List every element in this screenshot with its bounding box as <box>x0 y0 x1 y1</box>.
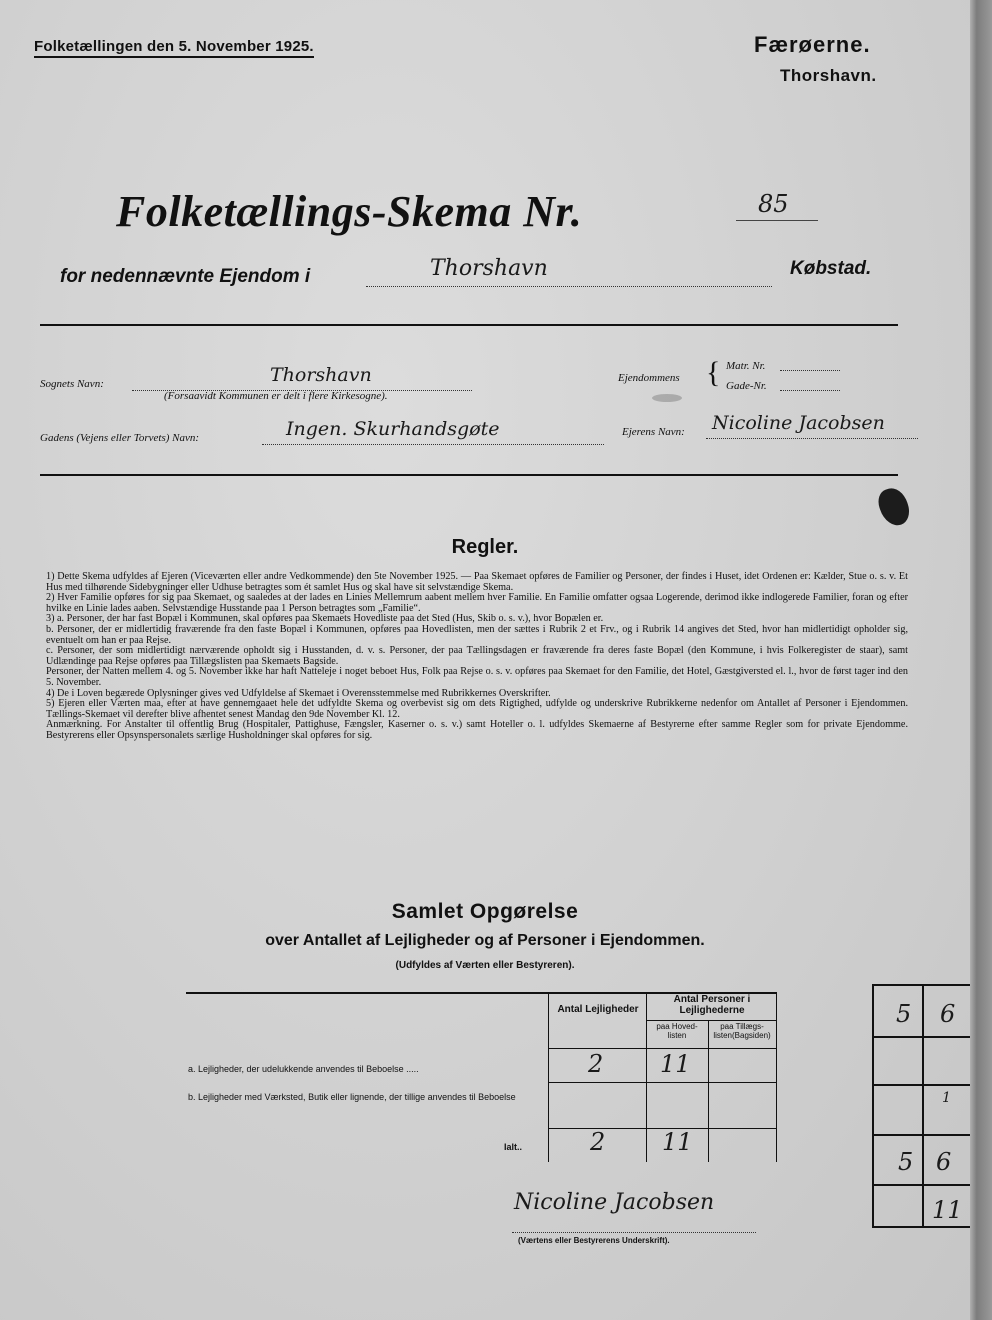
subtitle-handwritten: Thorshavn <box>430 256 548 281</box>
table-vline-1 <box>548 992 549 1162</box>
col-antal-personer: Antal Personer i Lejlighederne <box>673 994 751 1016</box>
tally-hline-2 <box>874 1084 972 1086</box>
summary-title: Samlet Opgørelse <box>391 900 579 923</box>
row-ialt-label: Ialt.. <box>504 1142 523 1152</box>
tally-vline <box>922 986 924 1226</box>
col-antal-lejligheder: Antal Lejligheder <box>557 1004 639 1015</box>
ialt-hovedlisten: 11 <box>662 1128 693 1156</box>
tally-hline-1 <box>874 1036 972 1038</box>
summary-subtitle: over Antallet af Lejligheder og af Personer i Ejendommen. <box>265 932 705 949</box>
ink-smudge <box>652 394 682 402</box>
matr-line <box>780 370 840 371</box>
row-a-lejligheder: 2 <box>588 1050 604 1078</box>
table-vline-2 <box>646 992 647 1162</box>
sognets-label: Sognets Navn: <box>40 378 104 390</box>
ejerens-value: Nicoline Jacobsen <box>712 412 885 434</box>
rule-3b: b. Personer, der er midlertidig fraværende fra den faste Bopæl i Kommunen, opføres paa Hovedlisten, men der sættes i Rubrik 2 et Frv., og i Rubrik 14 angives det Sted, hvor han midlertidigt opholder sig, eventuelt om han er paa Rejse. <box>46 623 908 646</box>
tally-r4-c1: 5 <box>898 1148 914 1176</box>
rules-text <box>46 572 908 742</box>
form-number-line <box>736 220 818 221</box>
gadens-line <box>262 444 604 445</box>
tally-r1-c1: 5 <box>896 1000 912 1028</box>
signature-value: Nicoline Jacobsen <box>514 1190 715 1215</box>
page-edge <box>970 0 992 1320</box>
rules-title: Regler. <box>451 536 519 558</box>
rule-4: 4) De i Loven begærede Oplysninger gives ved Udfyldelse af Skemaet i Overensstemmelse med Rubrikkernes Overskrifter. <box>46 687 551 699</box>
form-title: Folketællings-Skema Nr. <box>116 187 583 236</box>
town-header: Thorshavn. <box>780 66 877 85</box>
gade-line <box>780 390 840 391</box>
ejendommens-brace: { <box>706 356 721 389</box>
row-a-hovedlisten: 11 <box>660 1050 691 1078</box>
ejerens-label: Ejerens Navn: <box>622 426 685 438</box>
table-hline-head <box>548 1048 776 1049</box>
rule-2: 2) Hver Familie opføres for sig paa Skemaet, og saaledes at der lades en Linies Mellemrum aabent mellem hver Familie. En Familie omfatter ogsaa Logerende, derimod ikke indlogerede Familier, foran og efter hvilke en Linie lades aaben. Selvstændige Husstande paa 1 Person betragtes som „Familie“. <box>46 592 908 614</box>
summary-table <box>186 992 776 1162</box>
form-number-handwritten: 85 <box>758 190 789 218</box>
census-date-header: Folketællingen den 5. November 1925. <box>34 38 314 58</box>
rule-5: 5) Ejeren eller Værten maa, efter at have gennemgaaet hele det udfyldte Skema og overbevist sig om dets Rigtighed, udfylde og underskrive Rubrikkerne nedenfor om Antallet af Personer i Ejendommen. Tællings-Skemaet vil derefter blive afhentet senest Mandag den 9de November Kl. 12. <box>46 698 908 720</box>
tally-r5-c2: 11 <box>932 1196 963 1224</box>
table-vline-3 <box>708 1020 709 1162</box>
tally-r4-c2: 6 <box>936 1148 952 1176</box>
col-hovedlisten: paa Hoved-listen <box>656 1022 698 1040</box>
tally-r1-c2: 6 <box>940 1000 956 1028</box>
kobstad-label: Købstad. <box>790 258 872 279</box>
region-header: Færøerne. <box>754 32 871 57</box>
rule-3a: 3) a. Personer, der har fast Bopæl i Kommunen, skal opføres paa Skemaets Hovedliste paa det Sted (Hus, Skib o. s. v.), hvor Bopælen er. <box>46 613 604 625</box>
signature-line <box>512 1232 756 1233</box>
matr-label: Matr. Nr. <box>726 360 766 372</box>
divider-top <box>40 324 898 326</box>
rule-note: Anmærkning. For Anstalter til offentlig Brug (Hospitaler, Pattighuse, Fængsler, Kaserner o. s. v.) samt Hoteller o. l. udfyldes Skemaerne af Bestyrerne efter samme Regler som for private Ejendomme. Bestyrerens eller Opsynspersonalets særlige Husholdninger skal opføres for sig. <box>46 719 908 741</box>
ink-blot <box>875 485 913 530</box>
form-subtitle: for nedennævnte Ejendom i <box>60 266 311 287</box>
table-vline-4 <box>776 992 777 1162</box>
signature-label: (Værtens eller Bestyrerens Underskrift). <box>518 1236 670 1245</box>
divider-fields <box>40 474 898 476</box>
gade-label: Gade-Nr. <box>726 380 767 392</box>
tally-hline-4 <box>874 1184 972 1186</box>
tally-r3-c2: 1 <box>942 1090 951 1106</box>
tally-hline-3 <box>874 1134 972 1136</box>
side-tally-grid <box>872 984 970 1228</box>
rule-3c: c. Personer, der som midlertidigt nærværende opholdt sig i Husstanden, d. v. s. Personer, der paa Tællingsdagen er fraværende fra deres faste Bopæl (den Kommune, i hvis Folkeregister de staar), samt Udlændinge paa Rejse opføres paa Tillægslisten paa Skemaets Bagside. <box>46 645 908 667</box>
ejendommens-label: Ejendommens <box>618 372 680 384</box>
table-hline-row-a <box>548 1082 776 1083</box>
col-tillaegslisten: paa Tillægs-listen(Bagsiden) <box>713 1022 771 1040</box>
row-a-label: a. Lejligheder, der udelukkende anvendes til Beboelse ..... <box>188 1064 419 1074</box>
gadens-value: Ingen. Skurhandsgøte <box>286 418 500 440</box>
summary-note: (Udfyldes af Værten eller Bestyreren). <box>395 960 575 971</box>
rule-3-night: Personer, der Natten mellem 4. og 5. November ikke har haft Natteleje i noget beboet Hus, Folk paa Rejse o. s. v. opføres paa Skemaet for den Familie, det Hotel, Gæstgiversted el. l., hvor de først tager ind den 5. November. <box>46 666 908 688</box>
ejerens-line <box>706 438 918 439</box>
table-hline-sub <box>646 1020 776 1021</box>
row-b-label: b. Lejligheder med Værksted, Butik eller lignende, der tillige anvendes til Beboelse <box>188 1092 516 1102</box>
sognets-note: (Forsaavidt Kommunen er delt i flere Kirkesogne). <box>164 390 388 402</box>
sognets-value: Thorshavn <box>270 364 372 386</box>
subtitle-fill-line <box>366 286 772 287</box>
ialt-lejligheder: 2 <box>590 1128 606 1156</box>
gadens-label: Gadens (Vejens eller Torvets) Navn: <box>40 432 200 444</box>
rule-1: 1) Dette Skema udfyldes af Ejeren (Viceværten eller andre Vedkommende) den 5te November 1925. — Paa Skemaet opføres de Familier og Personer, der findes i Huset, idet Ordenen er: Kælder, Stue o. s. v. Et Hus med tilhørende Sidebygninger eller Udhuse betragtes som ét samlet Hus og skal have sit selvstændige Skema. <box>46 571 908 593</box>
